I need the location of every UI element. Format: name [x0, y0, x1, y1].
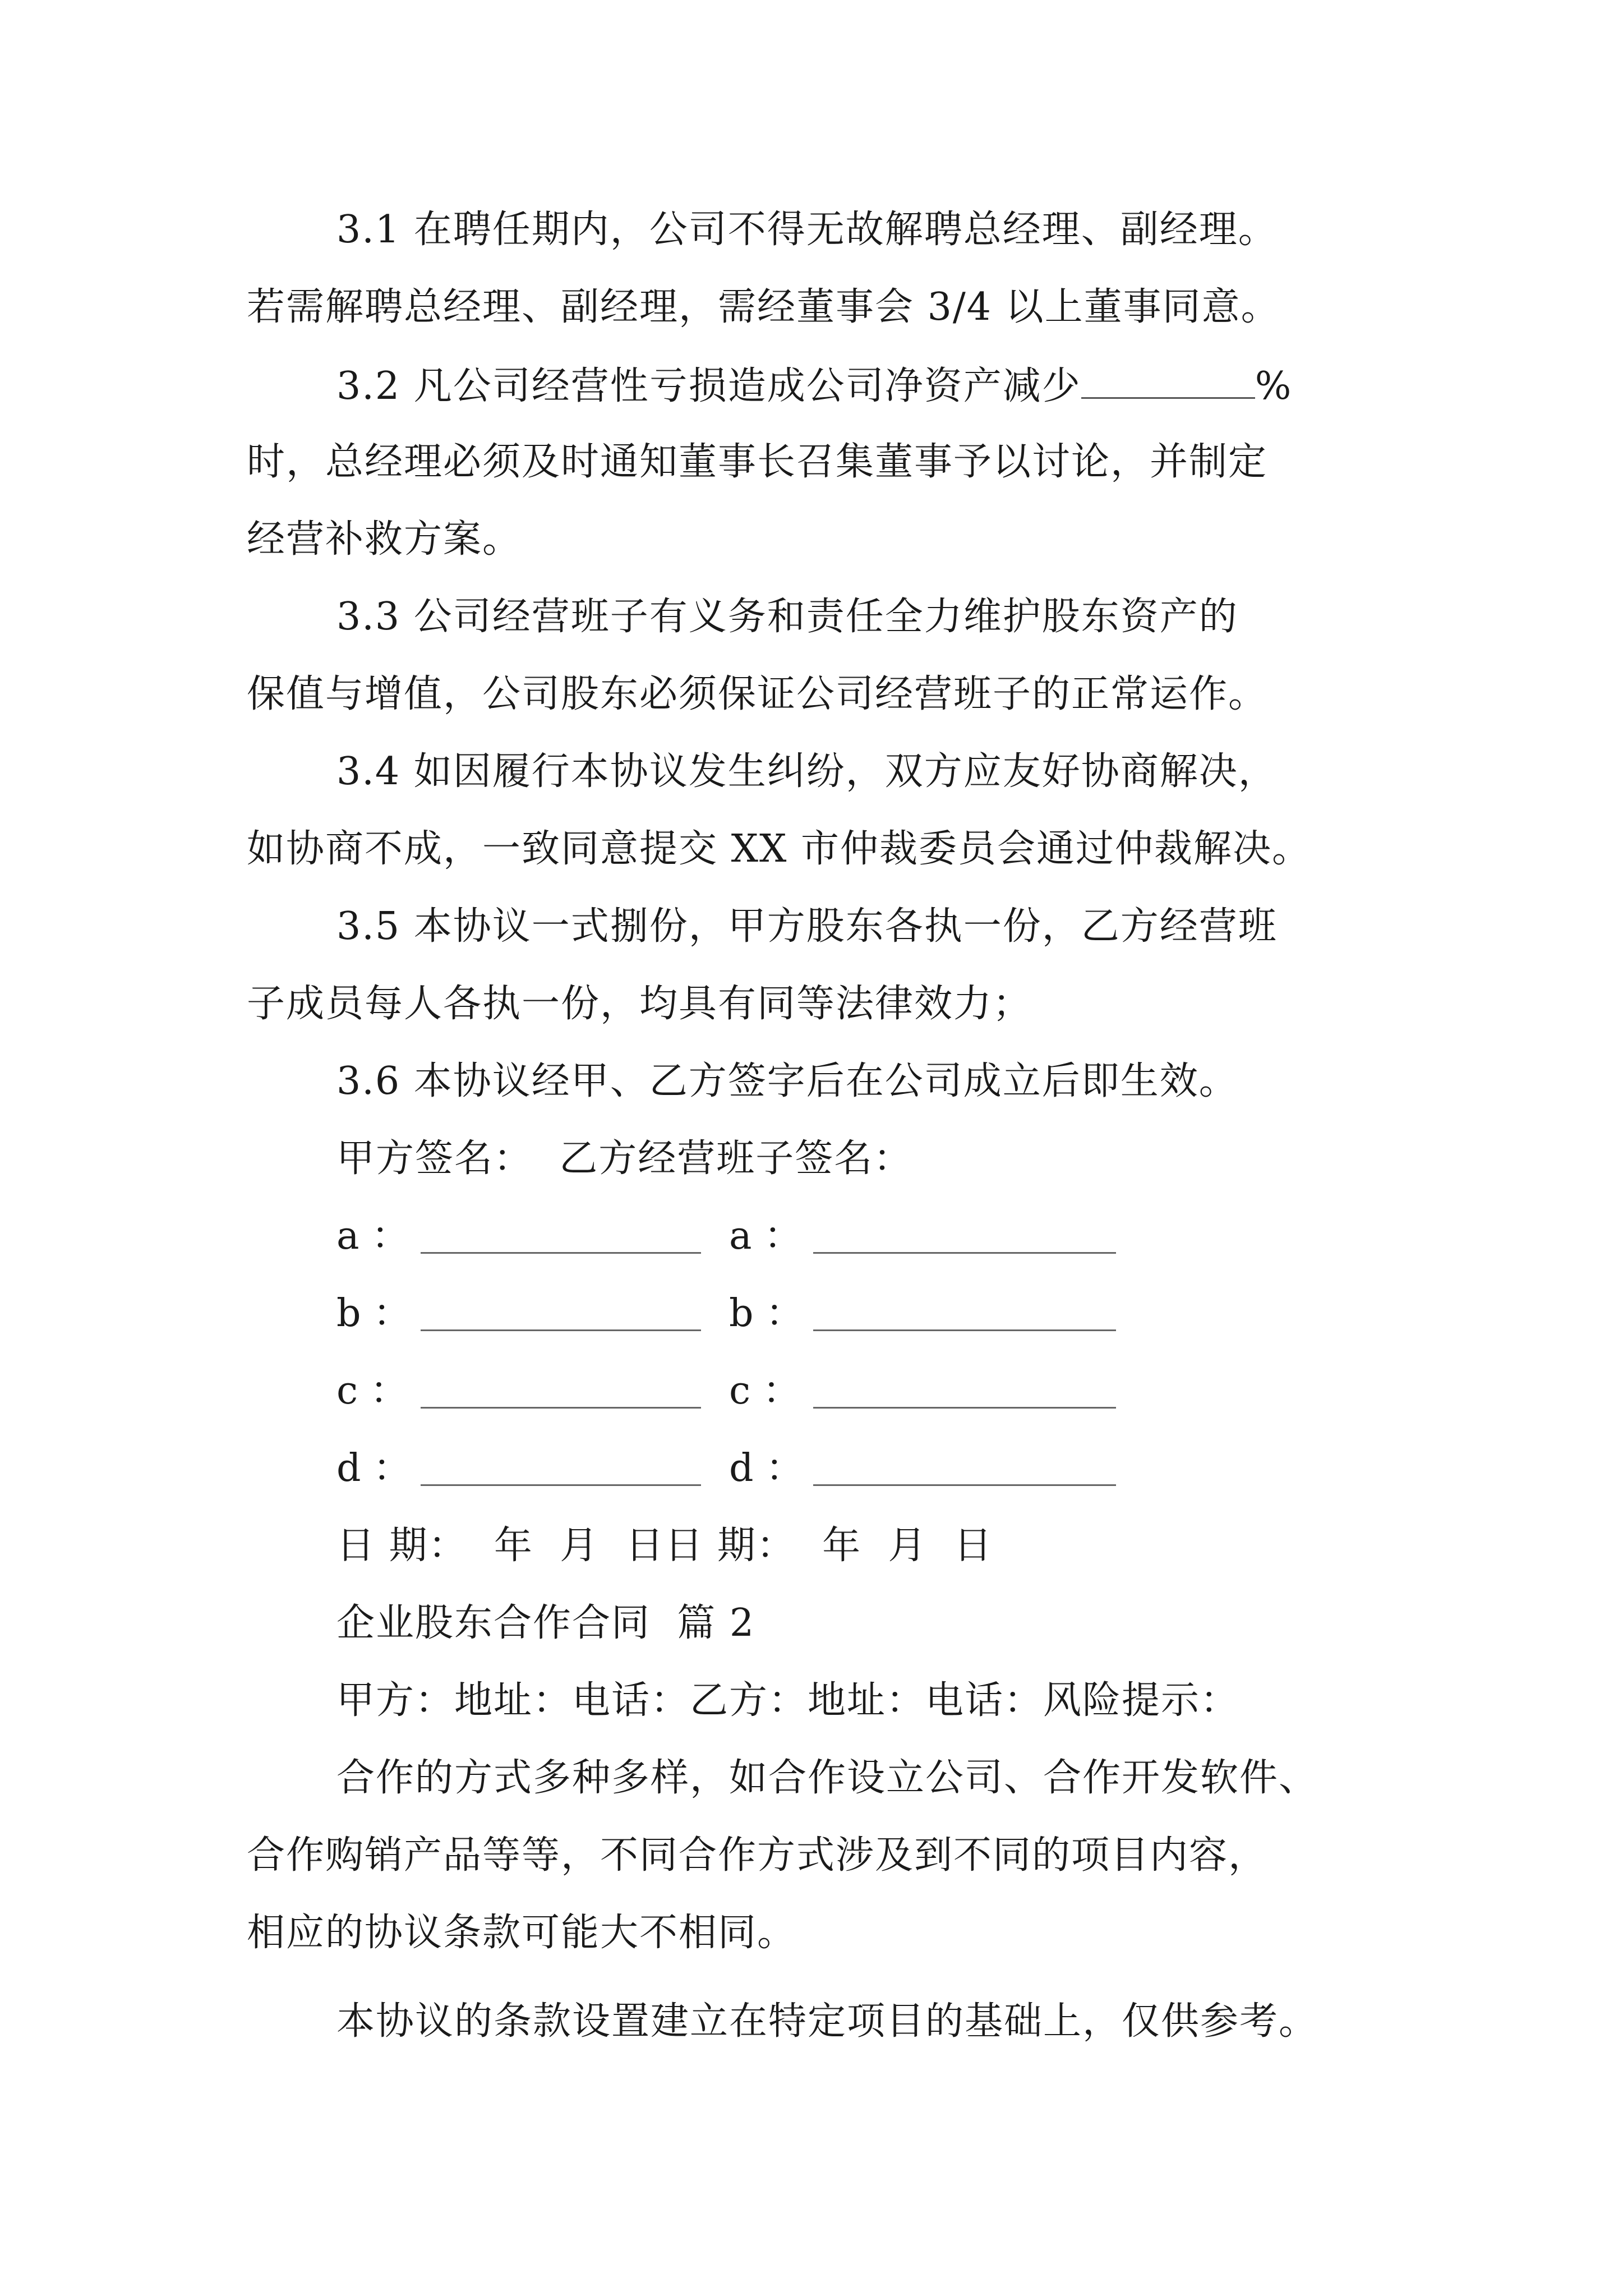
clause-3-2-line-1	[336, 362, 1292, 407]
signature-row	[336, 1214, 1122, 1259]
signature-row	[336, 1446, 1122, 1491]
signature-row	[336, 1291, 1122, 1336]
party-b-signature-line[interactable]	[813, 1484, 1116, 1486]
party-b-label: d ：	[729, 1446, 804, 1490]
clause-3-1-line-1: 3.1 在聘任期内，公司不得无故解聘总经理、副经理。	[336, 208, 1278, 252]
clause-3-5-line-1: 3.5 本协议一式捌份，甲方股东各执一份，乙方经营班	[336, 904, 1278, 949]
party-a-label: b ：	[336, 1291, 412, 1336]
party-a-signature-line[interactable]	[421, 1252, 701, 1254]
clause-3-1-line-2: 若需解聘总经理、副经理，需经董事会 3/4 以上董事同意。	[247, 285, 1280, 329]
party-a-label: c ：	[336, 1369, 408, 1413]
clause-3-3-line-1: 3.3 公司经营班子有义务和责任全力维护股东资产的	[336, 595, 1238, 639]
signature-row	[336, 1369, 1122, 1414]
clause-3-4-line-2: 如协商不成，一致同意提交 XX 市仲裁委员会通过仲裁解决。	[247, 827, 1312, 871]
reference-note: 本协议的条款设置建立在特定项目的基础上，仅供参考。	[336, 1999, 1318, 2044]
clause-3-4-line-1: 3.4 如因履行本协议发生纠纷，双方应友好协商解决，	[336, 749, 1278, 794]
party-b-signature-line[interactable]	[813, 1407, 1116, 1409]
party-a-signature-line[interactable]	[421, 1407, 701, 1409]
party-b-label: b ：	[729, 1291, 804, 1336]
party-a-signature-line[interactable]	[421, 1484, 701, 1486]
percent-sign: %	[1255, 364, 1293, 408]
risk-text-line-2: 合作购销产品等等，不同合作方式涉及到不同的项目内容，	[247, 1833, 1268, 1878]
section-2-parties: 甲方：地址：电话：乙方：地址：电话：风险提示：	[336, 1678, 1240, 1723]
clause-3-6-line-1: 3.6 本协议经甲、乙方签字后在公司成立后即生效。	[336, 1059, 1238, 1103]
clause-3-2-line-3: 经营补救方案。	[247, 517, 522, 562]
party-b-signature-line[interactable]	[813, 1329, 1116, 1331]
risk-text-line-1: 合作的方式多种多样，如合作设立公司、合作开发软件、	[336, 1756, 1318, 1800]
clause-3-3-line-2: 保值与增值，公司股东必须保证公司经营班子的正常运作。	[247, 672, 1268, 716]
clause-3-2-text: 3.2 凡公司经营性亏损造成公司净资产减少	[336, 364, 1081, 408]
party-a-signature-line[interactable]	[421, 1329, 701, 1331]
party-b-label: a ：	[729, 1214, 803, 1258]
party-b-signature-line[interactable]	[813, 1252, 1116, 1254]
risk-text-line-3: 相应的协议条款可能大不相同。	[247, 1911, 797, 1955]
party-b-label: c ：	[729, 1369, 801, 1413]
date-line: 日 期： 年 月 日日 期： 年 月 日	[336, 1524, 993, 1568]
section-2-title: 企业股东合作合同 篇 2	[336, 1601, 755, 1645]
clause-3-5-line-2: 子成员每人各执一份，均具有同等法律效力；	[247, 982, 1032, 1026]
clause-3-2-line-2: 时，总经理必须及时通知董事长召集董事予以讨论，并制定	[247, 440, 1268, 484]
party-a-label: d ：	[336, 1446, 412, 1490]
percentage-blank	[1081, 362, 1255, 399]
signature-header: 甲方签名： 乙方经营班子签名：	[336, 1137, 913, 1181]
party-a-label: a ：	[336, 1214, 410, 1258]
